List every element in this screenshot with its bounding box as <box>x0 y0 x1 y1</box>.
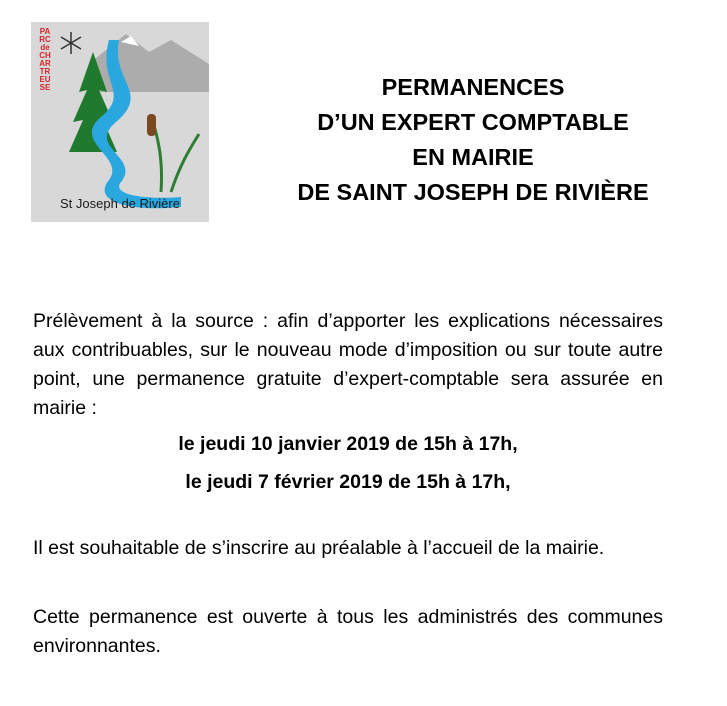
date-item: le jeudi 10 janvier 2019 de 15h à 17h, <box>178 433 518 455</box>
logo-vertical-text: PARC de CHARTREUSE <box>39 27 51 92</box>
title-line: EN MAIRIE <box>412 144 534 170</box>
page-title <box>228 70 718 210</box>
logo-caption: St Joseph de Rivière <box>60 196 180 211</box>
reed-icon <box>147 114 199 192</box>
title-line: PERMANENCES <box>381 74 565 100</box>
audience-paragraph: Cette permanence est ouverte à tous les administrés des communes environnantes. <box>33 606 663 657</box>
snowflake-icon <box>61 32 81 54</box>
title-line: DE SAINT JOSEPH DE RIVIÈRE <box>297 179 649 205</box>
registration-paragraph: Il est souhaitable de s’inscrire au préalable à l’accueil de la mairie. <box>33 537 605 559</box>
dates-list <box>33 425 663 501</box>
municipal-logo <box>31 22 209 222</box>
date-item: le jeudi 7 février 2019 de 15h à 17h, <box>185 471 511 493</box>
intro-paragraph: Prélèvement à la source : afin d’apporter les explications nécessaires aux contribuables, sur le nouveau mode d’imposition ou sur toute autre point, une permanence gratuite d’expert-comptable sera assurée en mairie : <box>33 310 663 419</box>
logo-illustration <box>31 22 209 222</box>
title-line: D’UN EXPERT COMPTABLE <box>317 109 629 135</box>
